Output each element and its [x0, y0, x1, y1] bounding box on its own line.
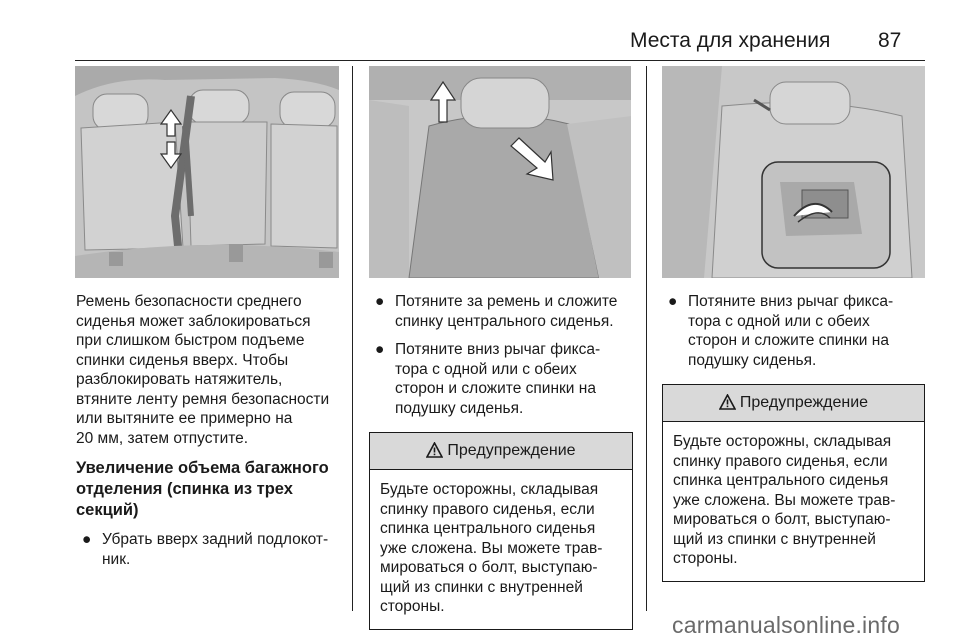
bullet-item: ● Потяните за ремень и сложите спинку центрального сиденья.: [375, 293, 618, 330]
page-title: Места для хранения: [630, 29, 831, 52]
column-3-text: [662, 292, 925, 582]
bullet-icon: ●: [668, 293, 678, 310]
bullet-icon: ●: [82, 531, 92, 548]
watermark: carmanualsonline.info: [672, 612, 900, 638]
warning-header: Предупреждение: [663, 385, 924, 422]
release-lever-illustration: [662, 66, 925, 278]
column-divider-right: [646, 66, 647, 611]
warning-text: Будьте осторожны, складывая спинку правого сиденья, если спинка центрального сиденья уже сложена. Вы можете трав- мироваться о болт, выступаю- щий из спинки с внутренней стороны.: [673, 433, 896, 567]
column-1-text: [76, 292, 344, 569]
warning-box: [662, 384, 925, 582]
seatbelt-paragraph: Ремень безопасности среднего сиденья может заблокироваться при слишком быстром подъеме спинки сиденья вверх. Чтобы разблокировать натяжитель, втяните ленту ремня безопасности или вытяните ее примерно на 20 мм, затем отпустите.: [76, 293, 330, 447]
column-2-text: [369, 292, 633, 630]
bullet-item: ● Убрать вверх задний подлокот- ник.: [82, 531, 329, 568]
section-heading: Увеличение объема багажного отделения (спинка из трех секций): [76, 459, 329, 519]
warning-header: Предупреждение: [370, 433, 632, 470]
warning-text: Будьте осторожны, складывая спинку правого сиденья, если спинка центрального сиденья уже сложена. Вы можете трав- мироваться о болт, выступаю- щий из спинки с внутренней стороны.: [380, 481, 603, 615]
bullet-icon: ●: [375, 341, 385, 358]
warning-box: [369, 432, 633, 630]
bullet-item: ● Потяните вниз рычаг фикса- тора с одной или с обеих сторон и сложите спинки на подушку сиденья.: [668, 293, 894, 369]
bullet-item: ● Потяните вниз рычаг фикса- тора с одной или с обеих сторон и сложите спинки на подушку сиденья.: [375, 341, 601, 417]
seatbelt-illustration: [75, 66, 339, 278]
warning-triangle-icon: [426, 442, 443, 458]
page-number: 87: [878, 29, 902, 52]
bullet-icon: ●: [375, 293, 385, 310]
header-rule: [75, 60, 925, 61]
center-backrest-fold-illustration: [369, 66, 631, 278]
warning-triangle-icon: [719, 394, 736, 410]
column-divider-left: [352, 66, 353, 611]
